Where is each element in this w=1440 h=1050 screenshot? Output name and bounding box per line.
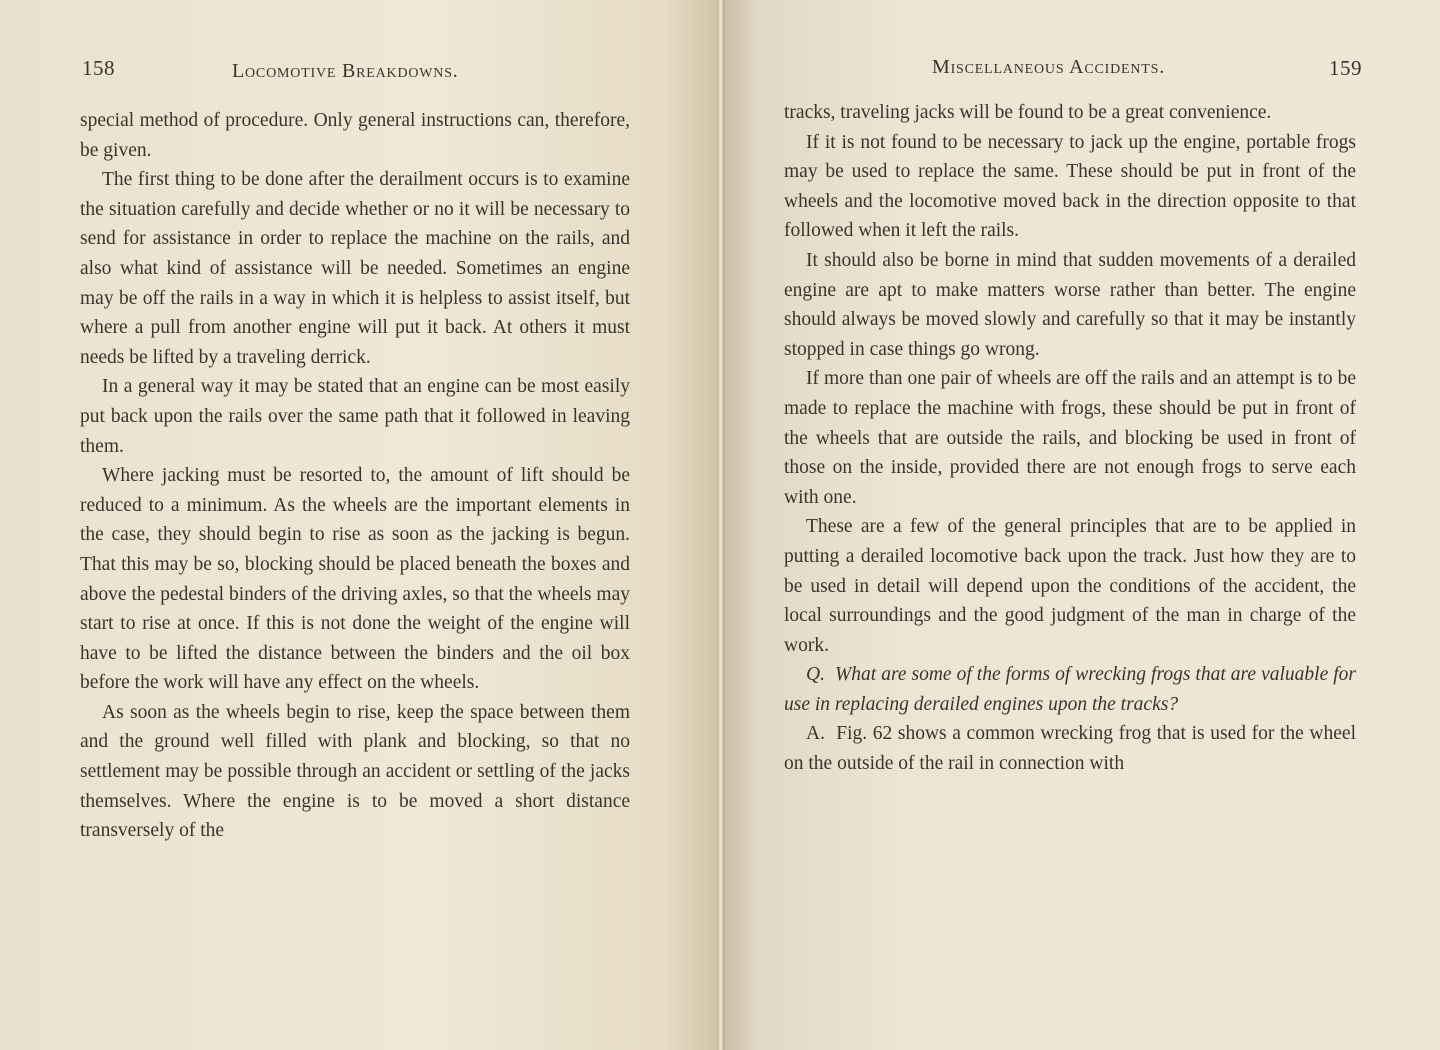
left-body-text xyxy=(80,106,630,846)
answer-label: A. xyxy=(806,723,825,745)
left-page-number: 158 xyxy=(82,56,115,80)
left-running-title: Locomotive Breakdowns. xyxy=(232,60,459,82)
right-page-number: 159 xyxy=(1329,56,1362,80)
right-page xyxy=(722,0,1440,1050)
paragraph: special method of procedure. Only general instructions can, therefore, be given. xyxy=(80,110,630,161)
right-running-title: Miscellaneous Accidents. xyxy=(932,56,1165,78)
answer-paragraph xyxy=(784,719,1356,778)
paragraph: In a general way it may be stated that an engine can be most easily put back upon the rails over the same path that it followed in leaving them. xyxy=(80,376,630,457)
paragraph: The first thing to be done after the derailment occurs is to examine the situation carefully and decide whether or no it will be necessary to send for assistance in order to replace the machine on the rails, and also what kind of assistance will be needed. Sometimes an engine may be off the rails in a way in which it is helpless to assist itself, but where a pull from another engine will put it back. At others it must needs be lifted by a traveling derrick. xyxy=(80,169,630,368)
book-gutter xyxy=(717,0,727,1050)
question-label: Q. xyxy=(806,664,825,686)
answer-text: Fig. 62 shows a common wrecking frog that is used for the wheel on the outside of the rail in connection with xyxy=(784,723,1356,775)
paragraph: tracks, traveling jacks will be found to be a great convenience. xyxy=(784,102,1272,123)
paragraph: It should also be borne in mind that sudden movements of a derailed engine are apt to make matters worse rather than better. The engine should always be moved slowly and carefully so that it may be instantly stopped in case things go wrong. xyxy=(784,249,1356,360)
question-text: What are some of the forms of wrecking frogs that are valuable for use in replacing derailed engines upon the tracks? xyxy=(784,664,1356,715)
paragraph: These are a few of the general principles that are to be applied in putting a derailed locomotive back upon the track. Just how they are to be used in detail will depend upon the conditions of the accident, the local surroundings and the good judgment of the man in charge of the work. xyxy=(784,516,1356,656)
question-paragraph xyxy=(784,660,1356,719)
right-body-text xyxy=(784,98,1356,779)
paragraph: Where jacking must be resorted to, the amount of lift should be reduced to a minimum. As the wheels are the important elements in the case, they should begin to rise as soon as the jacking is begun. That this may be so, blocking should be placed beneath the boxes and above the pedestal binders of the driving axles, so that the wheels may start to rise at once. If this is not done the weight of the engine will have to be lifted the distance between the binders and the oil box before the work will have any effect on the wheels. xyxy=(80,465,630,694)
paragraph: If more than one pair of wheels are off the rails and an attempt is to be made to replace the machine with frogs, these should be put in front of the wheels that are outside the rails, and blocking be used in front of those on the inside, provided there are not enough frogs to serve each with one. xyxy=(784,368,1356,508)
paragraph: If it is not found to be necessary to jack up the engine, portable frogs may be used to replace the same. These should be put in front of the wheels and the locomotive moved back in the direction opposite to that followed when it left the rails. xyxy=(784,131,1356,242)
paragraph: As soon as the wheels begin to rise, keep the space between them and the ground well filled with plank and blocking, so that no settlement may be possible through an accident or settling of the jacks themselves. Where the engine is to be moved a short distance transversely of the xyxy=(80,701,630,842)
